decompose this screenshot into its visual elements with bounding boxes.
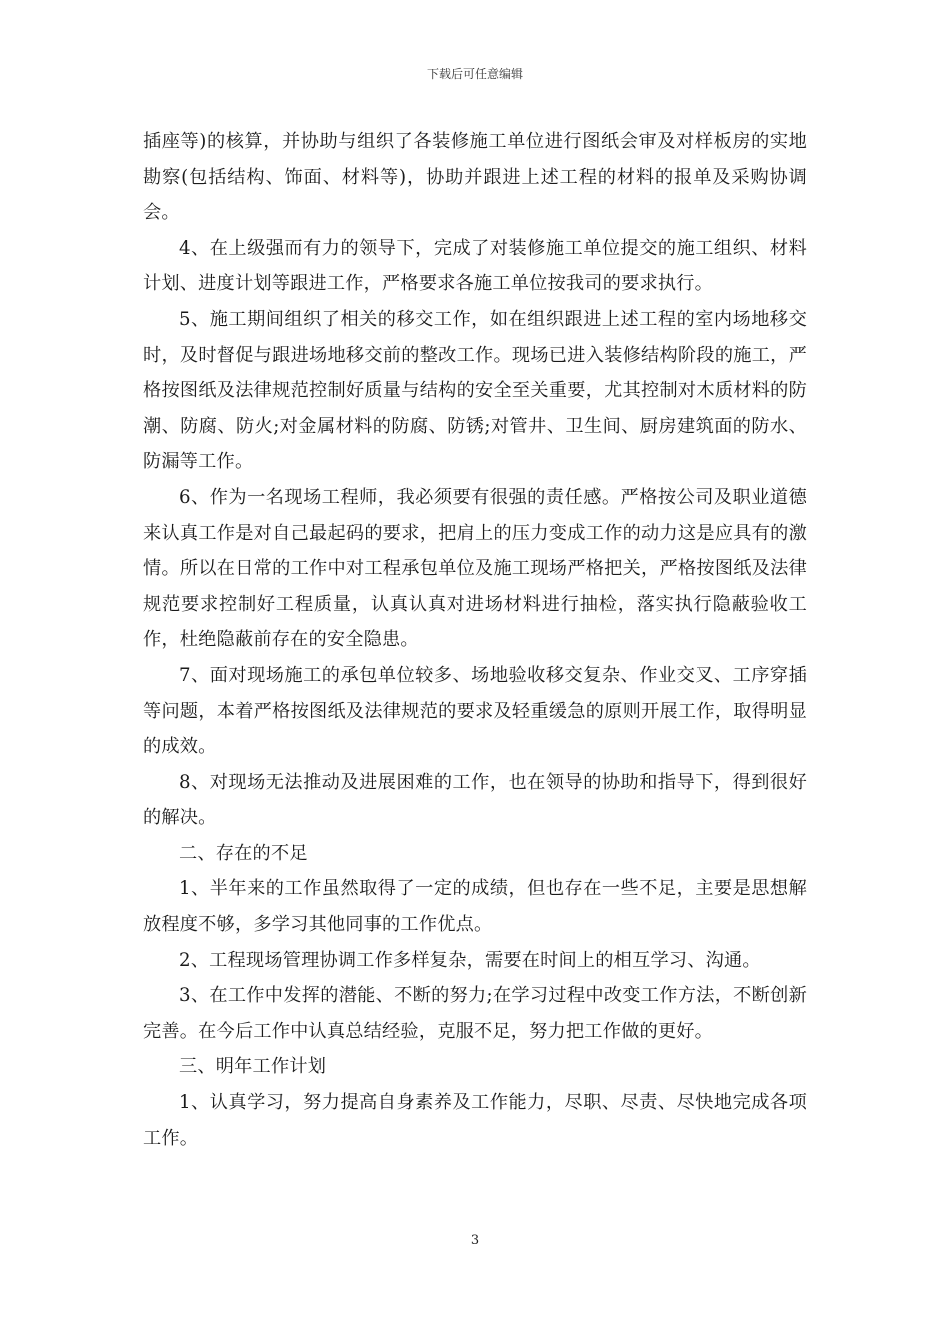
paragraph-shortcoming-2: 2、工程现场管理协调工作多样复杂，需要在时间上的相互学习、沟通。 bbox=[179, 949, 761, 971]
paragraph-item-6: 6、作为一名现场工程师，我必须要有很强的责任感。严格按公司及职业道德来认真工作是对自己最起码的要求，把肩上的压力变成工作的动力这是应具有的激情。所以在日常的工作中对工程承包单位及施工现场严格把关，严格按图纸及法律规范要求控制好工程质量，认真认真对进场材料进行抽检，落实执行隐蔽验收工作，杜绝隐蔽前存在的安全隐患。 bbox=[143, 486, 807, 651]
paragraph-item-5: 5、施工期间组织了相关的移交工作，如在组织跟进上述工程的室内场地移交时，及时督促与跟进场地移交前的整改工作。现场已进入装修结构阶段的施工，严格按图纸及法律规范控制好质量与结构的安全至关重要，尤其控制对木质材料的防潮、防腐、防火;对金属材料的防腐、防锈;对管井、卫生间、厨房建筑面的防水、防漏等工作。 bbox=[143, 308, 807, 473]
page-number: 3 bbox=[470, 1233, 480, 1248]
paragraph-shortcoming-3: 3、在工作中发挥的潜能、不断的努力;在学习过程中改变工作方法，不断创新完善。在今后工作中认真总结经验，克服不足，努力把工作做的更好。 bbox=[143, 985, 807, 1042]
paragraph-continuation: 插座等)的核算，并协助与组织了各装修施工单位进行图纸会审及对样板房的实地勘察(包括结构、饰面、材料等)，协助并跟进上述工程的材料的报单及采购协调会。 bbox=[143, 131, 807, 224]
section-heading-next-year-plan: 三、明年工作计划 bbox=[179, 1056, 327, 1078]
section-heading-shortcomings: 二、存在的不足 bbox=[179, 842, 308, 864]
paragraph-item-7: 7、面对现场施工的承包单位较多、场地验收移交复杂、作业交叉、工序穿插等问题，本着严格按图纸及法律规范的要求及轻重缓急的原则开展工作，取得明显的成效。 bbox=[143, 664, 807, 758]
paragraph-item-4: 4、在上级强而有力的领导下，完成了对装修施工单位提交的施工组织、材料计划、进度计划等跟进工作，严格要求各施工单位按我司的要求执行。 bbox=[143, 237, 807, 295]
paragraph-plan-1: 1、认真学习，努力提高自身素养及工作能力，尽职、尽责、尽快地完成各项工作。 bbox=[143, 1092, 807, 1149]
paragraph-shortcoming-1: 1、半年来的工作虽然取得了一定的成绩，但也存在一些不足，主要是思想解放程度不够，多学习其他同事的工作优点。 bbox=[143, 878, 807, 936]
paragraph-item-8: 8、对现场无法推动及进展困难的工作，也在领导的协助和指导下，得到很好的解决。 bbox=[143, 771, 807, 829]
document-body bbox=[143, 124, 807, 1156]
page-header: 下载后可任意编辑 bbox=[426, 67, 523, 81]
